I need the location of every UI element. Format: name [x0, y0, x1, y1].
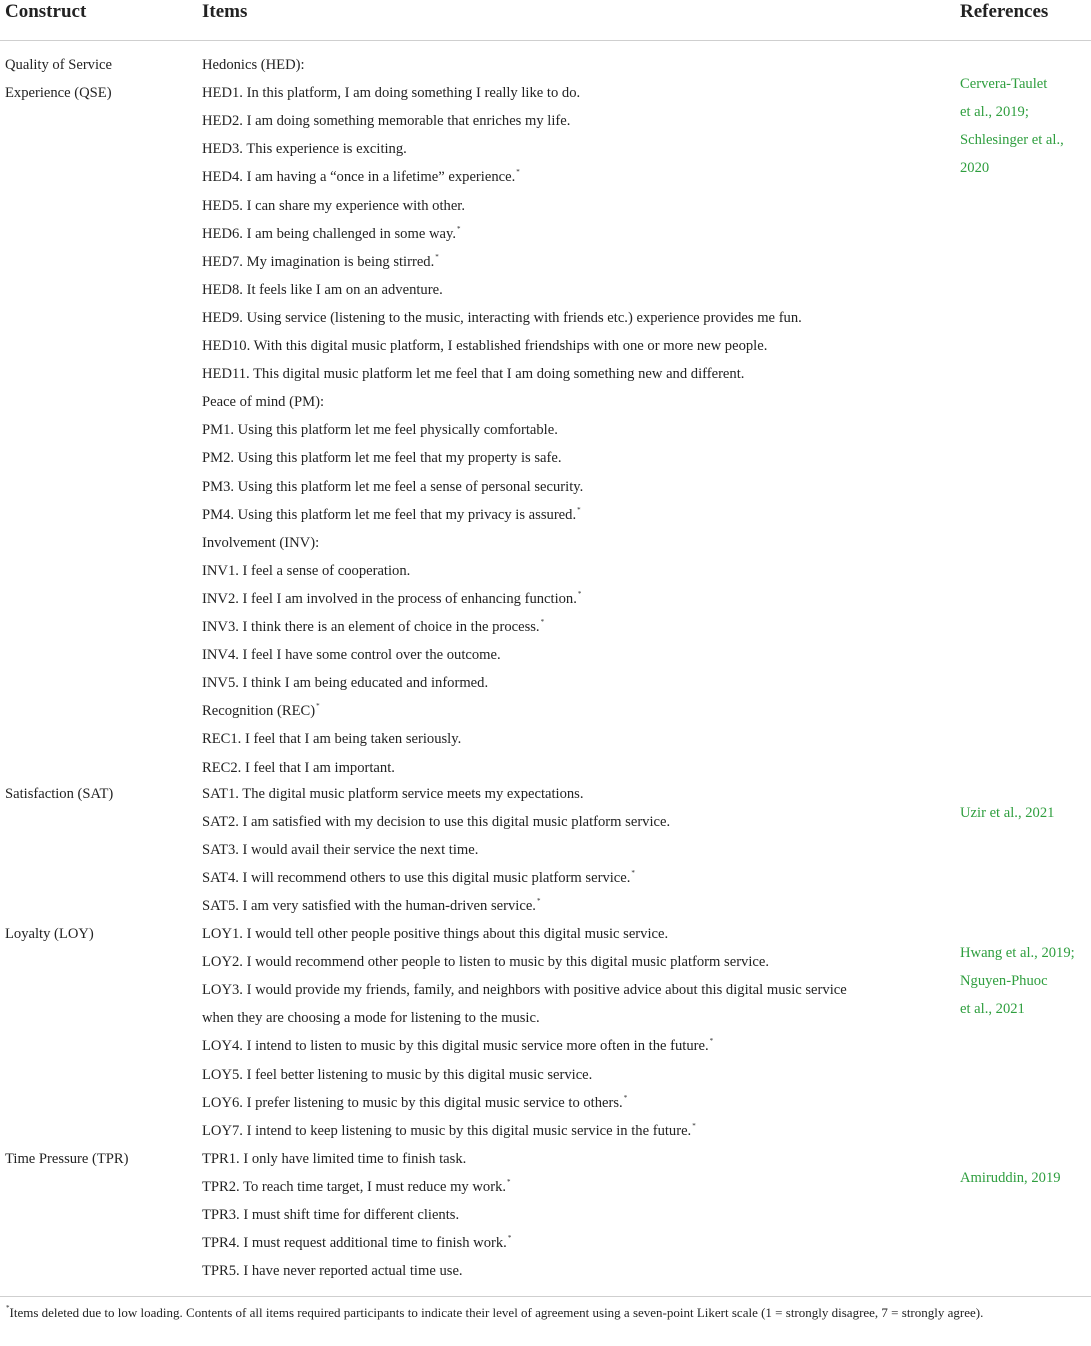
reference-cell[interactable] [960, 1164, 1061, 1192]
item-text: HED6. I am being challenged in some way. [202, 225, 456, 242]
item-row [202, 674, 488, 692]
item-text: HED7. My imagination is being stirred. [202, 253, 435, 270]
item-text: TPR3. I must shift time for different clients. [202, 1207, 460, 1224]
reference-cell[interactable] [960, 70, 1064, 182]
item-text: TPR1. I only have limited time to finish task. [202, 1151, 467, 1167]
item-row [202, 253, 439, 271]
reference-link[interactable]: et al., 2021 [960, 1001, 1025, 1017]
item-row [202, 506, 581, 524]
item-row [202, 869, 635, 887]
item-row [202, 393, 324, 411]
deleted-item-marker: * [536, 897, 541, 906]
item-row [202, 925, 668, 943]
item-row [202, 1009, 540, 1027]
item-text: SAT3. I would avail their service the next time. [202, 842, 479, 859]
item-row [202, 337, 767, 355]
item-row [202, 1206, 459, 1224]
item-text: SAT1. The digital music platform service meets my expectations. [202, 786, 584, 802]
item-text: LOY3. I would provide my friends, family, and neighbors with positive advice about this digital music service [202, 982, 847, 999]
reference-link[interactable]: Uzir et al., 2021 [960, 805, 1055, 821]
deleted-item-marker: * [456, 224, 461, 233]
item-row [202, 1094, 627, 1112]
item-row [202, 225, 460, 243]
reference-link[interactable]: et al., 2019; [960, 104, 1029, 120]
item-text: HED1. In this platform, I am doing something I really like to do. [202, 85, 581, 102]
deleted-item-marker: * [316, 702, 320, 711]
item-text: INV3. I think there is an element of choice in the process. [202, 619, 540, 635]
item-row [202, 112, 570, 130]
item-text: INV1. I feel a sense of cooperation. [202, 562, 411, 579]
item-text: HED3. This experience is exciting. [202, 141, 407, 158]
item-row [202, 534, 319, 552]
item-row [202, 1066, 592, 1084]
construct-label: Satisfaction (SAT) [5, 786, 114, 802]
item-text: LOY5. I feel better listening to music by this digital music service. [202, 1066, 593, 1083]
reference-link[interactable]: Nguyen-Phuoc [960, 973, 1048, 989]
item-text: SAT5. I am very satisfied with the human-driven service. [202, 898, 536, 915]
deleted-item-marker: * [435, 252, 439, 261]
table-header [0, 0, 1091, 41]
item-row [202, 618, 544, 636]
header-references: References [960, 1, 1049, 22]
item-text: HED10. With this digital music platform, I established friendships with one or more new people. [202, 338, 768, 354]
item-text: PM3. Using this platform let me feel a sense of personal security. [202, 478, 584, 495]
item-text: TPR4. I must request additional time to finish work. [202, 1235, 507, 1252]
item-row [202, 1037, 713, 1055]
item-text: Recognition (REC) [202, 703, 316, 720]
header-construct: Construct [5, 1, 87, 22]
item-text: PM1. Using this platform let me feel physically comfortable. [202, 422, 558, 439]
deleted-item-marker: * [709, 1037, 714, 1046]
item-row [202, 646, 501, 664]
deleted-item-marker: * [577, 505, 581, 514]
item-row [202, 897, 540, 915]
item-text: TPR5. I have never reported actual time use. [202, 1263, 463, 1280]
item-row [202, 365, 744, 383]
item-text: SAT4. I will recommend others to use this digital music platform service. [202, 870, 631, 887]
deleted-item-marker: * [540, 618, 545, 626]
deleted-item-marker: * [631, 869, 635, 878]
item-text: Hedonics (HED): [202, 57, 305, 73]
item-row [202, 449, 562, 467]
deleted-item-marker: * [577, 589, 582, 598]
item-text: REC1. I feel that I am being taken seriously. [202, 731, 462, 748]
item-row [202, 309, 802, 327]
item-text: PM4. Using this platform let me feel that my privacy is assured. [202, 506, 577, 523]
reference-link[interactable]: Cervera-Taulet [960, 76, 1048, 92]
item-text: PM2. Using this platform let me feel that my property is safe. [202, 450, 562, 467]
construct-label: Time Pressure (TPR) [5, 1151, 129, 1167]
item-row [202, 702, 320, 720]
item-text: TPR2. To reach time target, I must reduce my work. [202, 1179, 507, 1196]
item-row [202, 759, 395, 777]
construct-label: Loyalty (LOY) [5, 926, 94, 942]
item-row [202, 197, 465, 215]
item-text: when they are choosing a mode for listening to the music. [202, 1010, 540, 1027]
item-text: Peace of mind (PM): [202, 394, 324, 411]
deleted-item-marker: * [692, 1121, 696, 1130]
item-row [202, 1150, 466, 1168]
item-text: LOY2. I would recommend other people to listen to music by this digital music platform service. [202, 954, 770, 971]
footnote-divider [0, 1296, 1091, 1297]
item-text: HED11. This digital music platform let me feel that I am doing something new and different. [202, 366, 745, 383]
item-text: INV4. I feel I have some control over the outcome. [202, 647, 501, 664]
item-row [202, 478, 583, 496]
reference-link[interactable]: Schlesinger et al., [960, 132, 1064, 148]
item-row [202, 562, 410, 580]
item-text: HED5. I can share my experience with other. [202, 197, 465, 214]
item-text: HED2. I am doing something memorable that enriches my life. [202, 113, 571, 130]
deleted-item-marker: * [516, 168, 520, 177]
construct-label: Quality of Service [5, 57, 112, 73]
item-text: LOY7. I intend to keep listening to music by this digital music service in the future. [202, 1122, 692, 1139]
item-row [202, 785, 584, 803]
item-row [202, 1178, 511, 1196]
item-row [202, 281, 443, 299]
item-row [202, 590, 581, 608]
item-row [202, 1234, 511, 1252]
item-text: HED4. I am having a “once in a lifetime” experience. [202, 169, 516, 186]
deleted-item-marker: * [507, 1234, 512, 1243]
item-row [202, 841, 478, 859]
deleted-item-marker: * [623, 1093, 628, 1102]
item-row [202, 421, 558, 439]
footnote-star: * [6, 1304, 10, 1312]
item-row [202, 813, 670, 831]
header-items: Items [202, 1, 248, 22]
item-text: LOY6. I prefer listening to music by this digital music service to others. [202, 1094, 623, 1111]
reference-link[interactable]: 2020 [960, 160, 990, 176]
deleted-item-marker: * [507, 1178, 511, 1187]
reference-link[interactable]: Hwang et al., 2019; [960, 945, 1075, 961]
reference-cell[interactable] [960, 799, 1054, 827]
construct-label: Experience (QSE) [5, 85, 112, 102]
item-row [202, 981, 847, 999]
item-text: HED9. Using service (listening to the music, interacting with friends etc.) experience provides me fun. [202, 309, 802, 326]
item-row [202, 1122, 696, 1140]
item-text: INV5. I think I am being educated and informed. [202, 675, 489, 692]
reference-link[interactable]: Amiruddin, 2019 [960, 1170, 1061, 1186]
item-row [202, 953, 769, 971]
item-row [202, 140, 407, 158]
item-text: HED8. It feels like I am on an adventure. [202, 281, 443, 298]
item-row [202, 1262, 463, 1280]
item-row [202, 730, 461, 748]
footnote-text: Items deleted due to low loading. Contents of all items required participants to indicate their level of agreement using a seven-point Likert scale (1 = strongly disagree, 7 = strongly agree). [9, 1305, 984, 1320]
item-row [202, 56, 305, 74]
item-text: LOY4. I intend to listen to music by this digital music service more often in the future. [202, 1038, 709, 1055]
item-text: SAT2. I am satisfied with my decision to use this digital music platform service. [202, 814, 671, 831]
item-text: Involvement (INV): [202, 534, 320, 551]
reference-cell[interactable] [960, 939, 1075, 1023]
item-row [202, 84, 580, 102]
item-text: INV2. I feel I am involved in the process of enhancing function. [202, 590, 577, 607]
table-footnote [5, 1303, 1087, 1323]
item-row [202, 168, 520, 186]
item-text: REC2. I feel that I am important. [202, 759, 395, 776]
item-text: LOY1. I would tell other people positive things about this digital music service. [202, 926, 669, 942]
